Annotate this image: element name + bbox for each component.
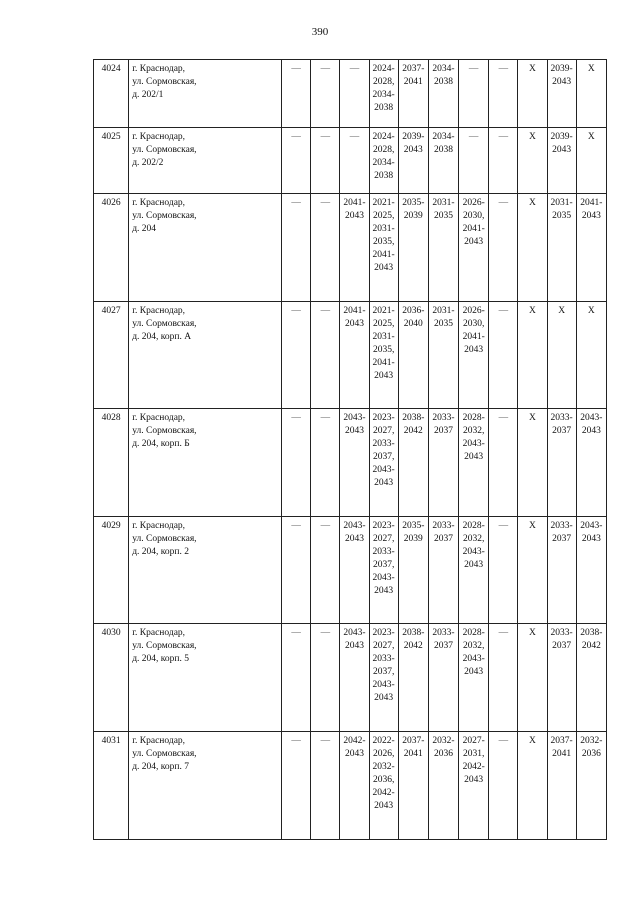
period-cell: — [340, 128, 369, 194]
period-cell: 2032- 2036 [576, 732, 606, 840]
period-cell: 2038- 2042 [398, 409, 428, 517]
period-cell: 2036- 2040 [398, 302, 428, 409]
period-cell: — [311, 60, 340, 128]
period-cell: 2024- 2028, 2034- 2038 [369, 128, 398, 194]
address-cell: г. Краснодар, ул. Сормовская, д. 204, корп. 5 [129, 624, 282, 732]
table-row [94, 60, 607, 128]
period-cell: 2033- 2037 [428, 409, 458, 517]
period-cell: — [311, 194, 340, 302]
period-cell: 2041- 2043 [340, 194, 369, 302]
table-row [94, 194, 607, 302]
period-cell: — [489, 732, 518, 840]
period-cell: 2027- 2031, 2042- 2043 [459, 732, 489, 840]
table-row [94, 409, 607, 517]
period-cell: 2033- 2037 [547, 409, 576, 517]
period-cell: 2043- 2043 [340, 517, 369, 624]
period-cell: 2028- 2032, 2043- 2043 [459, 624, 489, 732]
period-cell: 2043- 2043 [576, 517, 606, 624]
period-cell: — [489, 302, 518, 409]
period-cell: — [311, 624, 340, 732]
period-cell: 2035- 2039 [398, 517, 428, 624]
row-number-cell: 4026 [94, 194, 129, 302]
address-cell: г. Краснодар, ул. Сормовская, д. 204 [129, 194, 282, 302]
period-cell: — [311, 732, 340, 840]
period-cell: 2039- 2043 [547, 128, 576, 194]
period-cell: — [489, 517, 518, 624]
page-number: 390 [311, 26, 329, 38]
period-cell: — [489, 128, 518, 194]
row-number-cell: 4031 [94, 732, 129, 840]
period-cell: 2024- 2028, 2034- 2038 [369, 60, 398, 128]
address-cell: г. Краснодар, ул. Сормовская, д. 204, корп. 2 [129, 517, 282, 624]
period-cell: X [576, 60, 606, 128]
period-cell: 2035- 2039 [398, 194, 428, 302]
period-cell: 2023- 2027, 2033- 2037, 2043- 2043 [369, 624, 398, 732]
row-number-cell: 4029 [94, 517, 129, 624]
period-cell: 2021- 2025, 2031- 2035, 2041- 2043 [369, 302, 398, 409]
period-cell: 2037- 2041 [398, 732, 428, 840]
period-cell: — [282, 624, 311, 732]
period-cell: X [576, 128, 606, 194]
period-cell: — [489, 624, 518, 732]
period-cell: 2032- 2036 [428, 732, 458, 840]
period-cell: 2031- 2035 [428, 194, 458, 302]
row-number-cell: 4028 [94, 409, 129, 517]
period-cell: — [489, 194, 518, 302]
period-cell: X [518, 517, 547, 624]
period-cell: 2034- 2038 [428, 128, 458, 194]
period-cell: 2037- 2041 [547, 732, 576, 840]
table-row [94, 732, 607, 840]
period-cell: X [518, 302, 547, 409]
period-cell: 2033- 2037 [428, 517, 458, 624]
period-cell: — [311, 517, 340, 624]
schedule-table [93, 59, 607, 840]
period-cell: — [489, 60, 518, 128]
period-cell: 2028- 2032, 2043- 2043 [459, 409, 489, 517]
row-number-cell: 4027 [94, 302, 129, 409]
period-cell: X [518, 624, 547, 732]
period-cell: 2033- 2037 [547, 517, 576, 624]
period-cell: 2026- 2030, 2041- 2043 [459, 302, 489, 409]
period-cell: 2026- 2030, 2041- 2043 [459, 194, 489, 302]
period-cell: 2042- 2043 [340, 732, 369, 840]
period-cell: 2041- 2043 [576, 194, 606, 302]
period-cell: 2043- 2043 [340, 624, 369, 732]
address-cell: г. Краснодар, ул. Сормовская, д. 202/2 [129, 128, 282, 194]
period-cell: 2043- 2043 [576, 409, 606, 517]
address-cell: г. Краснодар, ул. Сормовская, д. 204, корп. А [129, 302, 282, 409]
period-cell: X [518, 409, 547, 517]
period-cell: X [518, 128, 547, 194]
period-cell: X [547, 302, 576, 409]
period-cell: — [311, 409, 340, 517]
period-cell: 2038- 2042 [576, 624, 606, 732]
period-cell: X [518, 732, 547, 840]
period-cell: X [576, 302, 606, 409]
period-cell: — [282, 302, 311, 409]
period-cell: — [282, 194, 311, 302]
period-cell: — [282, 732, 311, 840]
period-cell: 2022- 2026, 2032- 2036, 2042- 2043 [369, 732, 398, 840]
period-cell: 2039- 2043 [547, 60, 576, 128]
period-cell: — [459, 60, 489, 128]
period-cell: 2031- 2035 [547, 194, 576, 302]
address-cell: г. Краснодар, ул. Сормовская, д. 202/1 [129, 60, 282, 128]
period-cell: 2041- 2043 [340, 302, 369, 409]
row-number-cell: 4025 [94, 128, 129, 194]
address-cell: г. Краснодар, ул. Сормовская, д. 204, корп. Б [129, 409, 282, 517]
period-cell: 2039- 2043 [398, 128, 428, 194]
period-cell: 2028- 2032, 2043- 2043 [459, 517, 489, 624]
period-cell: — [340, 60, 369, 128]
period-cell: — [282, 517, 311, 624]
row-number-cell: 4030 [94, 624, 129, 732]
period-cell: — [282, 60, 311, 128]
period-cell: 2031- 2035 [428, 302, 458, 409]
period-cell: — [489, 409, 518, 517]
period-cell: 2023- 2027, 2033- 2037, 2043- 2043 [369, 409, 398, 517]
table-row [94, 517, 607, 624]
table-row [94, 624, 607, 732]
period-cell: — [282, 128, 311, 194]
table-row [94, 302, 607, 409]
period-cell: 2033- 2037 [547, 624, 576, 732]
address-cell: г. Краснодар, ул. Сормовская, д. 204, корп. 7 [129, 732, 282, 840]
period-cell: — [311, 302, 340, 409]
period-cell: 2043- 2043 [340, 409, 369, 517]
period-cell: — [311, 128, 340, 194]
period-cell: 2021- 2025, 2031- 2035, 2041- 2043 [369, 194, 398, 302]
period-cell: — [459, 128, 489, 194]
period-cell: 2023- 2027, 2033- 2037, 2043- 2043 [369, 517, 398, 624]
period-cell: X [518, 60, 547, 128]
period-cell: X [518, 194, 547, 302]
period-cell: 2034- 2038 [428, 60, 458, 128]
period-cell: — [282, 409, 311, 517]
period-cell: 2033- 2037 [428, 624, 458, 732]
period-cell: 2038- 2042 [398, 624, 428, 732]
period-cell: 2037- 2041 [398, 60, 428, 128]
row-number-cell: 4024 [94, 60, 129, 128]
table-row [94, 128, 607, 194]
